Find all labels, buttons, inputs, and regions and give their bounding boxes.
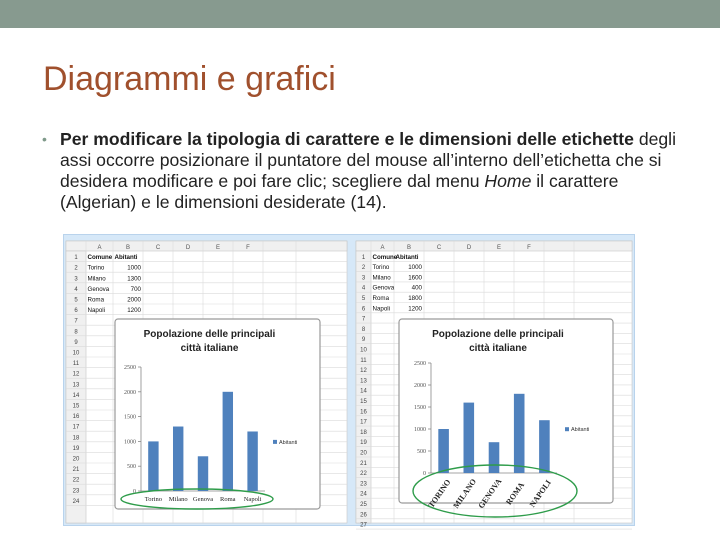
cell-header-abitanti: Abitanti [114,254,138,262]
excel-screenshot-drawing [64,235,634,529]
row-number: 15 [72,403,80,410]
row-number: 18 [360,429,367,436]
x-tick-label-rotated: GENOVA [476,477,504,511]
bullet-paragraph [42,129,682,213]
column-letter: C [436,245,442,251]
row-number: 4 [361,285,366,292]
row-number: 1 [361,254,366,261]
x-tick-label: Roma [220,496,236,503]
row-number: 7 [361,316,366,323]
cell-header-comune: Comune [87,254,113,262]
x-tick-label: Genova [192,496,214,503]
row-number: 3 [74,276,78,283]
row-number: 20 [72,456,80,463]
y-tick-label: 2000 [124,389,136,396]
row-number: 13 [360,378,367,385]
bullet-icon: • [42,131,47,147]
cell-abitanti: 1200 [127,307,141,315]
y-tick-label: 0 [133,489,136,495]
row-number: 5 [74,297,78,304]
row-number: 27 [360,522,367,529]
row-number: 13 [72,382,80,389]
column-header-strip [356,241,632,251]
cell-abitanti: 1300 [127,275,141,283]
row-number: 7 [74,318,78,325]
bar-roma [223,392,233,491]
row-number: 14 [72,392,80,399]
y-tick-label: 1000 [124,439,136,446]
legend-swatch [565,427,569,431]
cell-abitanti: 1600 [408,274,422,282]
row-number: 17 [360,419,367,426]
row-number: 11 [360,357,367,364]
x-tick-label-rotated: NAPOLI [527,478,553,509]
row-number: 19 [72,445,80,452]
cell-comune: Milano [372,274,391,282]
column-letter: F [527,245,531,251]
row-number: 4 [74,286,78,293]
row-number: 23 [72,488,80,495]
row-number: 24 [360,491,367,498]
row-number: 26 [360,512,367,519]
cell-header-comune: Comune [372,253,398,261]
row-number: 21 [360,460,367,467]
column-letter: D [466,245,472,251]
y-tick-label: 2500 [414,361,426,367]
chart-title-line2: città italiane [180,343,239,354]
column-letter: A [97,245,102,251]
cell-comune: Torino [87,264,105,272]
row-number: 12 [360,368,367,375]
row-number: 8 [74,329,78,336]
row-number: 16 [72,414,80,421]
cell-comune: Genova [87,285,110,293]
bar-milano [464,403,475,473]
row-number: 22 [360,471,367,478]
column-letter: B [125,245,131,251]
cell-comune: Torino [372,264,390,272]
cell-abitanti: 1000 [408,264,422,272]
cell-abitanti: 1800 [408,295,422,302]
row-number: 19 [360,440,367,447]
x-tick-label-rotated: MILANO [451,477,479,510]
column-letter: D [185,245,191,251]
row-number: 10 [72,350,80,357]
bar-genova [489,442,500,473]
row-number: 14 [360,388,367,395]
slide-title: Diagrammi e grafici [43,60,336,98]
row-number: 9 [361,337,366,344]
y-tick-label: 2500 [124,365,136,371]
row-number: 6 [361,306,366,313]
x-tick-label-rotated: TORINO [426,477,453,510]
cell-abitanti: 700 [130,285,141,293]
row-number: 3 [361,275,366,282]
cell-comune: Roma [87,296,105,304]
row-number: 2 [361,265,366,272]
row-number: 23 [360,481,367,488]
x-tick-label: Napoli [243,496,262,503]
chart-title-line1: Popolazione delle principali [432,329,564,340]
row-number: 20 [360,450,367,457]
column-header-strip [66,241,347,251]
bar-genova [198,456,208,491]
bar-napoli [539,420,550,473]
bullet-italic-text: Home [484,171,532,191]
column-letter: F [246,245,250,251]
cell-comune: Milano [87,275,106,283]
row-number: 10 [360,347,367,354]
column-letter: E [215,245,221,251]
cell-abitanti: 400 [411,284,422,292]
legend-label: Abitanti [279,439,298,446]
y-tick-label: 500 [127,464,136,471]
bar-napoli [247,431,257,491]
bar-torino [438,429,449,473]
row-number: 5 [361,296,366,302]
cell-comune: Genova [372,284,395,292]
top-bar [0,0,720,28]
row-number: 22 [72,477,80,484]
row-number: 6 [74,308,78,315]
row-number: 11 [72,361,80,368]
row-number: 8 [361,326,366,333]
y-tick-label: 500 [417,449,426,455]
chart-title-line1: Popolazione delle principali [143,329,276,340]
row-number: 16 [360,409,367,416]
column-letter: C [155,245,161,251]
row-number: 12 [72,371,80,378]
bar-roma [514,394,525,473]
legend-label: Abitanti [571,427,590,434]
y-tick-label: 1000 [414,427,426,433]
row-number: 21 [72,467,80,474]
row-number: 17 [72,424,80,431]
bullet-bold-text: Per modificare la tipologia di carattere e le dimensioni delle etichette [60,129,634,149]
cell-comune: Roma [372,295,390,302]
x-tick-label: Torino [144,496,163,503]
chart-title-line2: città italiane [469,343,527,354]
cell-comune: Napoli [372,305,391,313]
cell-abitanti: 1200 [408,305,422,313]
cell-abitanti: 2000 [127,296,141,304]
column-letter: E [496,245,502,251]
y-tick-label: 0 [423,471,426,477]
y-tick-label: 1500 [414,405,426,411]
row-number: 24 [72,498,80,505]
bar-torino [148,441,158,491]
bullet-text [60,129,682,213]
legend-swatch [273,440,277,444]
row-number: 9 [74,339,78,346]
bar-milano [173,427,183,491]
y-tick-label: 2000 [414,383,426,389]
bullet-text-part-2: il carattere (Algerian) e le dimensioni desiderate (14). [60,171,619,212]
row-number: 25 [360,502,367,508]
column-letter: A [380,245,385,251]
bullet-text-part-1: degli assi occorre posizionare il puntatore del mouse all’interno dell’etichetta che si desidera modificare e poi fare clic; scegliere dal menu [60,129,676,191]
y-tick-label: 1500 [124,414,136,421]
cell-abitanti: 1000 [127,264,141,272]
cell-comune: Napoli [87,307,106,315]
cell-header-abitanti: Abitanti [395,253,419,261]
row-number: 15 [360,399,367,405]
x-tick-label: Milano [168,496,188,503]
x-tick-label-rotated: ROMA [504,480,527,507]
row-number: 1 [74,255,78,262]
row-number: 18 [72,435,80,442]
row-number: 2 [74,265,78,272]
excel-screenshot [63,234,635,529]
column-letter: B [406,245,412,251]
